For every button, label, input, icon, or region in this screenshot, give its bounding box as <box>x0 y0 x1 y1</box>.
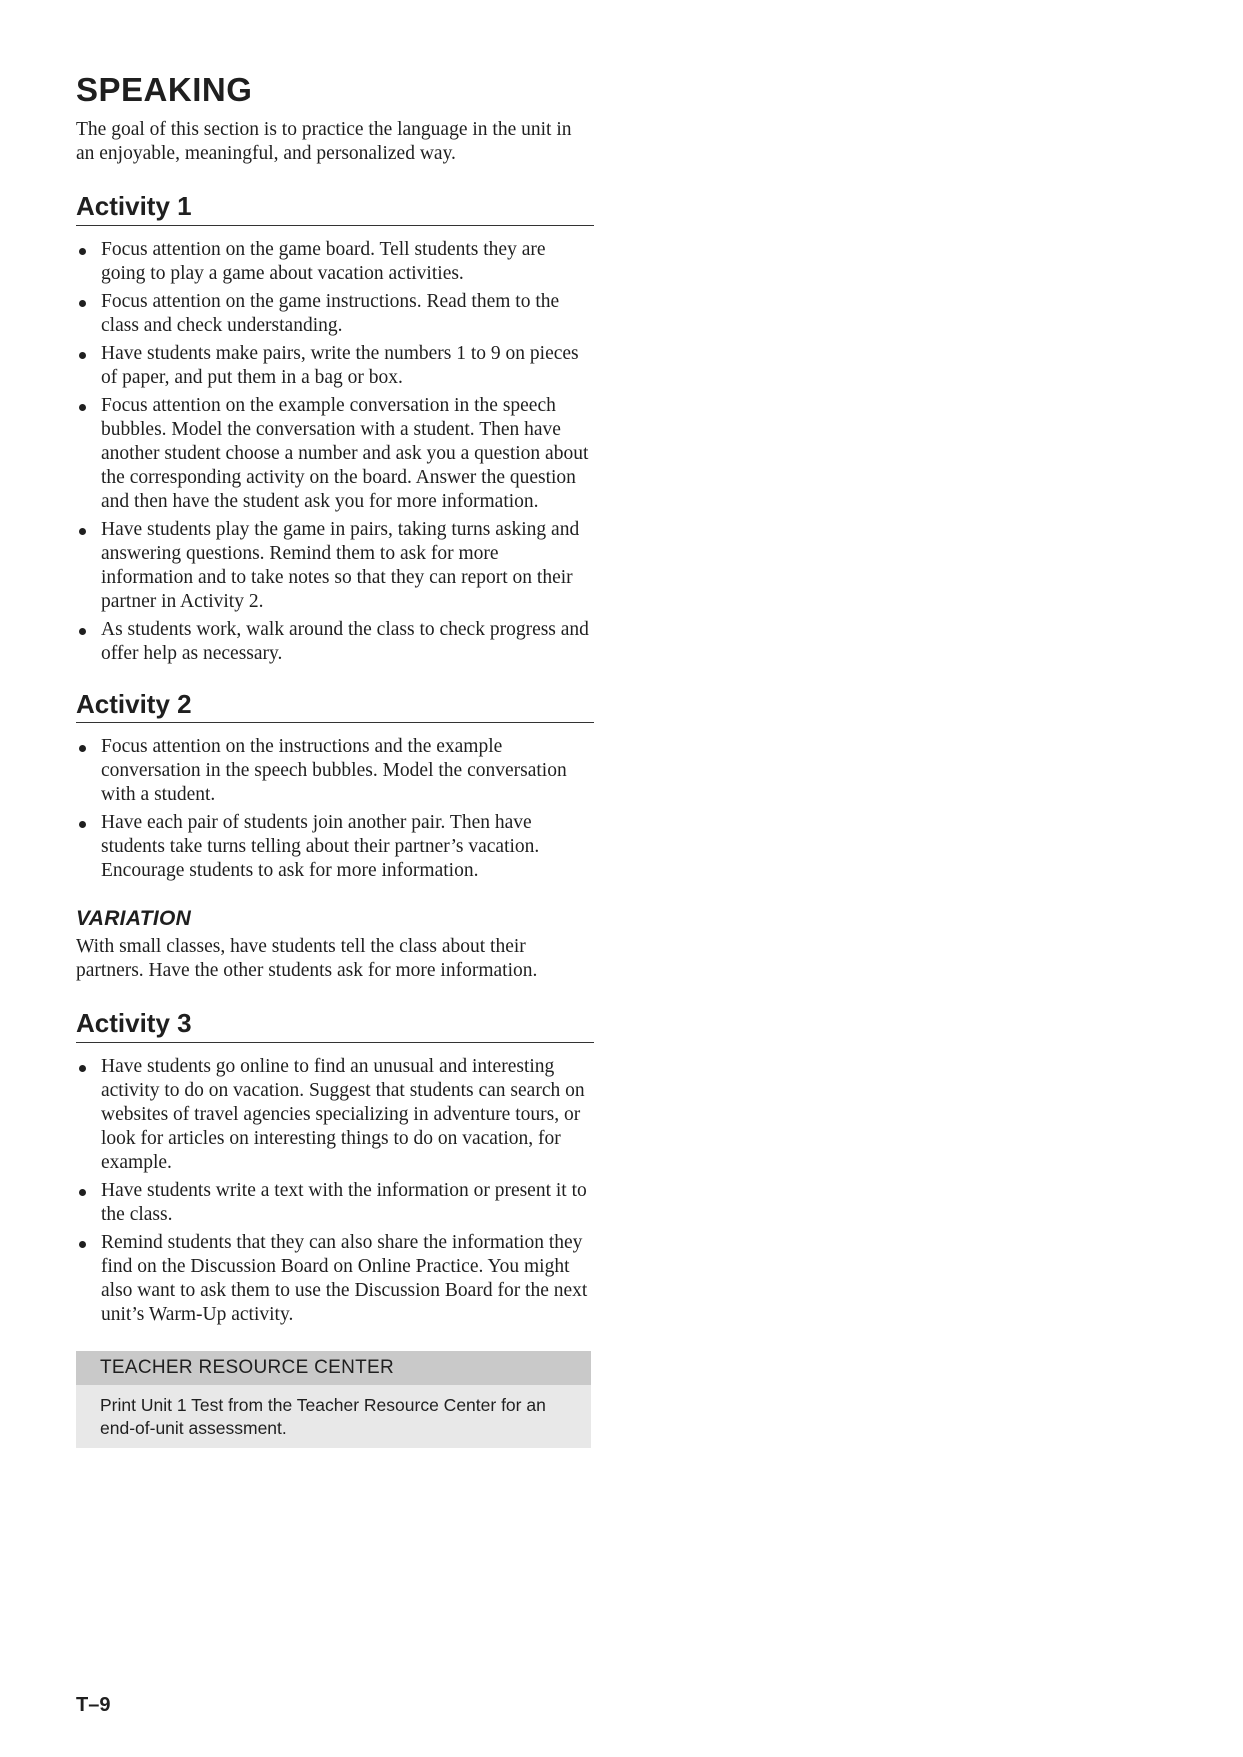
list-item: As students work, walk around the class to check progress and offer help as necessary. <box>76 618 594 666</box>
list-item: Remind students that they can also share the information they find on the Discussion Board on Online Practice. You might also want to ask them to use the Discussion Board for the next unit’s Warm-Up activity. <box>76 1231 594 1327</box>
list-item: Have students write a text with the information or present it to the class. <box>76 1179 594 1227</box>
activity-1-section <box>76 192 594 666</box>
activity-2-section <box>76 690 594 884</box>
list-item: Focus attention on the game board. Tell students they are going to play a game about vacation activities. <box>76 238 594 286</box>
variation-section <box>76 907 594 983</box>
list-item: Have students go online to find an unusual and interesting activity to do on vacation. Suggest that students can search on websites of travel agencies specializing in adventure tours, or look for articles on interesting things to do on vacation, for example. <box>76 1055 594 1175</box>
variation-text: With small classes, have students tell the class about their partners. Have the other students ask for more information. <box>76 936 538 982</box>
list-item: Have students make pairs, write the numbers 1 to 9 on pieces of paper, and put them in a bag or box. <box>76 342 594 390</box>
intro-paragraph: The goal of this section is to practice the language in the unit in an enjoyable, meaningful, and personalized way. <box>76 119 572 165</box>
activity-1-list <box>76 238 594 666</box>
activity-3-list <box>76 1055 594 1327</box>
activity-2-heading: Activity 2 <box>76 690 594 724</box>
list-item: Have each pair of students join another pair. Then have students take turns telling about their partner’s vacation. Encourage students to ask for more information. <box>76 811 594 883</box>
resource-box-text: Print Unit 1 Test from the Teacher Resource Center for an end-of-unit assessment. <box>76 1385 591 1448</box>
activity-3-section <box>76 1009 594 1327</box>
main-column <box>76 58 594 1448</box>
activity-2-list <box>76 735 594 883</box>
list-item: Focus attention on the instructions and the example conversation in the speech bubbles. Model the conversation with a student. <box>76 735 594 807</box>
variation-heading: VARIATION <box>76 907 192 931</box>
teacher-resource-box <box>76 1351 591 1448</box>
resource-box-heading: TEACHER RESOURCE CENTER <box>76 1351 591 1385</box>
page-number: T–9 <box>76 1694 111 1716</box>
list-item: Have students play the game in pairs, taking turns asking and answering questions. Remind them to ask for more information and to take notes so that they can report on their partner in Activity 2. <box>76 518 594 614</box>
list-item: Focus attention on the game instructions. Read them to the class and check understanding. <box>76 290 594 338</box>
list-item: Focus attention on the example conversation in the speech bubbles. Model the conversation with a student. Then have another student choose a number and ask you a question about the corresponding activity on the board. Answer the question and then have the student ask you for more information. <box>76 394 594 514</box>
activity-1-heading: Activity 1 <box>76 192 594 226</box>
page-title: SPEAKING <box>76 71 253 108</box>
activity-3-heading: Activity 3 <box>76 1009 594 1043</box>
